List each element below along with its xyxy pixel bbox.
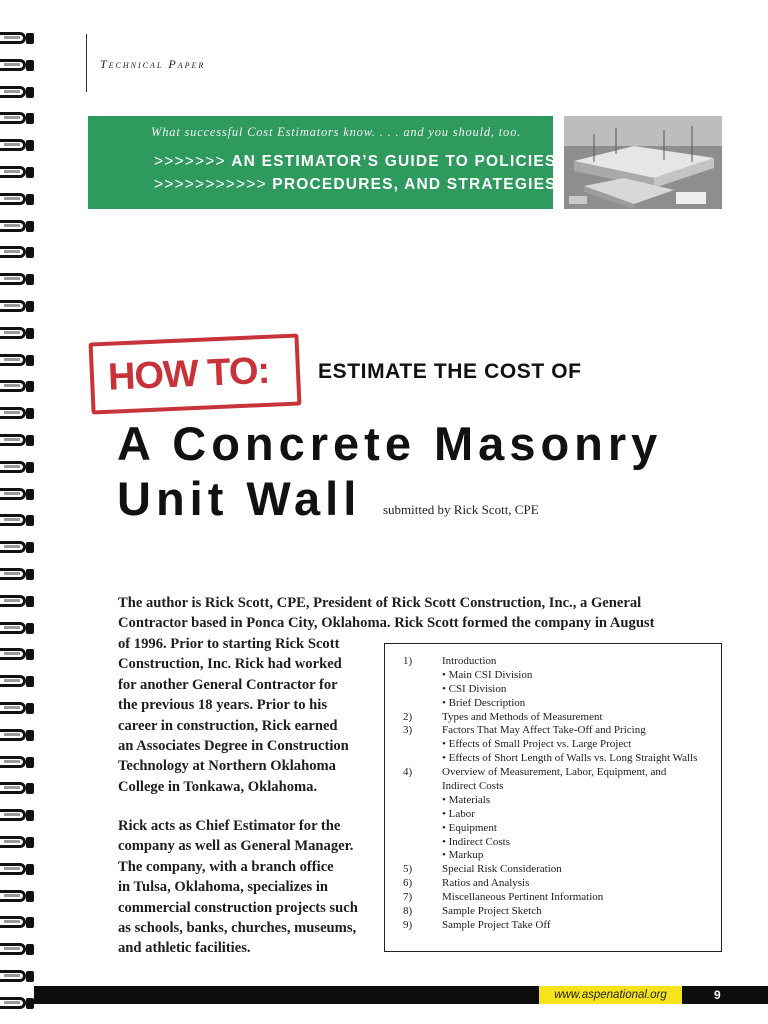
spiral-coil <box>0 618 34 638</box>
text-line: the previous 18 years. Prior to his <box>118 697 328 714</box>
toc-text: Introduction <box>442 655 497 667</box>
spiral-coil <box>0 269 34 289</box>
spiral-coil <box>0 752 34 772</box>
subheading: ESTIMATE THE COST OF <box>318 360 582 383</box>
text-line: Contractor based in Ponca City, Oklahoma. Rick Scott formed the company in August <box>118 615 655 632</box>
banner-arrows-2: >>>>>>>>>>> <box>154 176 267 193</box>
toc-text: Special Risk Consideration <box>442 863 562 876</box>
toc-item <box>385 822 721 836</box>
title-banner <box>88 116 562 209</box>
text-line: The author is Rick Scott, CPE, President of Rick Scott Construction, Inc., a General <box>118 595 642 611</box>
toc-item <box>385 683 721 697</box>
toc-item <box>385 794 721 808</box>
toc-item <box>385 849 721 863</box>
intro-paragraph-column <box>118 634 349 797</box>
spiral-coil <box>0 698 34 718</box>
toc-item <box>385 711 721 725</box>
toc-text: • Equipment <box>442 821 497 834</box>
toc-item <box>385 669 721 683</box>
text-line: of 1996. Prior to starting Rick Scott <box>118 636 340 652</box>
toc-number: 7) <box>403 891 413 904</box>
text-line: career in construction, Rick earned <box>118 717 338 734</box>
toc-number: 6) <box>403 877 413 890</box>
toc-number: 5) <box>403 863 413 876</box>
page-number: 9 <box>714 988 721 1002</box>
article-title-line-1: A Concrete Masonry <box>117 417 663 470</box>
toc-text: • Materials <box>442 793 491 806</box>
spiral-coil <box>0 323 34 343</box>
toc-text: • Indirect Costs <box>442 835 511 848</box>
spiral-coil <box>0 296 34 316</box>
spiral-coil <box>0 162 34 182</box>
architectural-model-photo <box>564 116 722 209</box>
text-line: College in Tonkawa, Oklahoma. <box>118 778 318 795</box>
article-title-line-2: Unit Wall <box>117 472 362 525</box>
spiral-coil <box>0 993 34 1013</box>
text-line: Technology at Northern Oklahoma <box>118 758 336 775</box>
spiral-coil <box>0 350 34 370</box>
banner-text-2: PROCEDURES, AND STRATEGIES <box>272 176 557 193</box>
toc-item <box>385 919 721 933</box>
toc-item <box>385 655 721 669</box>
section-label: Technical Paper <box>100 57 206 71</box>
toc-text: • Markup <box>442 849 484 862</box>
toc-text: • Effects of Small Project vs. Large Project <box>442 738 632 751</box>
spiral-coil <box>0 510 34 530</box>
text-line: an Associates Degree in Construction <box>118 737 349 754</box>
toc-text: Types and Methods of Measurement <box>442 710 603 723</box>
spiral-coil <box>0 376 34 396</box>
spiral-binding <box>0 28 40 1018</box>
banner-text-1: AN ESTIMATOR’S GUIDE TO POLICIES, <box>231 153 562 170</box>
text-line: commercial construction projects such <box>118 899 358 916</box>
spiral-coil <box>0 82 34 102</box>
toc-number: 3) <box>403 724 413 737</box>
toc-text: Overview of Measurement, Labor, Equipment, and <box>442 766 667 779</box>
toc-item <box>385 697 721 711</box>
toc-item <box>385 836 721 850</box>
text-line: Construction, Inc. Rick had worked <box>118 656 342 673</box>
toc-item <box>385 905 721 919</box>
spiral-coil <box>0 457 34 477</box>
spiral-coil <box>0 403 34 423</box>
toc-item <box>385 738 721 752</box>
toc-text: • Brief Description <box>442 696 526 709</box>
spiral-coil <box>0 805 34 825</box>
spiral-coil <box>0 108 34 128</box>
banner-line-1 <box>154 153 562 171</box>
spiral-coil <box>0 778 34 798</box>
toc-item <box>385 877 721 891</box>
toc-item <box>385 863 721 877</box>
toc-text: Factors That May Affect Take-Off and Pricing <box>442 724 646 737</box>
text-line: Rick acts as Chief Estimator for the <box>118 818 341 834</box>
toc-item <box>385 766 721 780</box>
spiral-coil <box>0 886 34 906</box>
banner-tagline: What successful Cost Estimators know. . . . and you should, too. <box>151 125 522 139</box>
spiral-coil <box>0 644 34 664</box>
how-to-stamp <box>89 333 302 414</box>
how-to-stamp-text: HOW TO: <box>107 349 271 399</box>
toc-text: Sample Project Take Off <box>442 918 551 931</box>
spiral-coil <box>0 242 34 262</box>
intro-paragraph-lead <box>118 593 654 634</box>
spiral-coil <box>0 591 34 611</box>
banner-line-2 <box>154 176 557 194</box>
spiral-coil <box>0 859 34 879</box>
toc-item <box>385 891 721 905</box>
toc-number: 8) <box>403 905 413 918</box>
spiral-coil <box>0 135 34 155</box>
spiral-coil <box>0 564 34 584</box>
page-footer <box>34 986 768 1004</box>
spiral-coil <box>0 966 34 986</box>
spiral-coil <box>0 912 34 932</box>
spiral-coil <box>0 189 34 209</box>
toc-number: 2) <box>403 710 413 723</box>
text-line: as schools, banks, churches, museums, <box>118 919 357 936</box>
website-link[interactable]: www.aspenational.org <box>539 986 682 1004</box>
toc-text: • Labor <box>442 807 475 820</box>
text-line: The company, with a branch office <box>118 858 334 875</box>
toc-text: Indirect Costs <box>442 780 504 793</box>
spiral-coil <box>0 832 34 852</box>
toc-item <box>385 780 721 794</box>
toc-item <box>385 752 721 766</box>
text-line: in Tulsa, Oklahoma, specializes in <box>118 879 329 896</box>
toc-text: • Effects of Short Length of Walls vs. Long Straight Walls <box>442 752 698 765</box>
toc-text: • CSI Division <box>442 682 507 695</box>
toc-item <box>385 808 721 822</box>
spiral-coil <box>0 537 34 557</box>
spiral-coil <box>0 28 34 48</box>
text-line: and athletic facilities. <box>118 940 251 957</box>
table-of-contents <box>384 643 722 952</box>
header-rule <box>86 34 87 92</box>
spiral-coil <box>0 216 34 236</box>
text-line: for another General Contractor for <box>118 676 338 693</box>
spiral-coil <box>0 939 34 959</box>
toc-item <box>385 724 721 738</box>
byline: submitted by Rick Scott, CPE <box>383 502 539 517</box>
toc-number: 1) <box>403 655 413 667</box>
toc-number: 4) <box>403 766 413 779</box>
spiral-coil <box>0 671 34 691</box>
second-paragraph <box>118 816 358 959</box>
toc-text: Miscellaneous Pertinent Information <box>442 891 604 904</box>
banner-arrows-1: >>>>>>> <box>154 153 226 170</box>
spiral-coil <box>0 55 34 75</box>
toc-text: • Main CSI Division <box>442 668 533 681</box>
spiral-coil <box>0 725 34 745</box>
spiral-coil <box>0 484 34 504</box>
toc-text: Sample Project Sketch <box>442 905 542 918</box>
spiral-coil <box>0 430 34 450</box>
toc-text: Ratios and Analysis <box>442 877 530 890</box>
text-line: company as well as General Manager. <box>118 838 354 855</box>
toc-number: 9) <box>403 918 413 931</box>
